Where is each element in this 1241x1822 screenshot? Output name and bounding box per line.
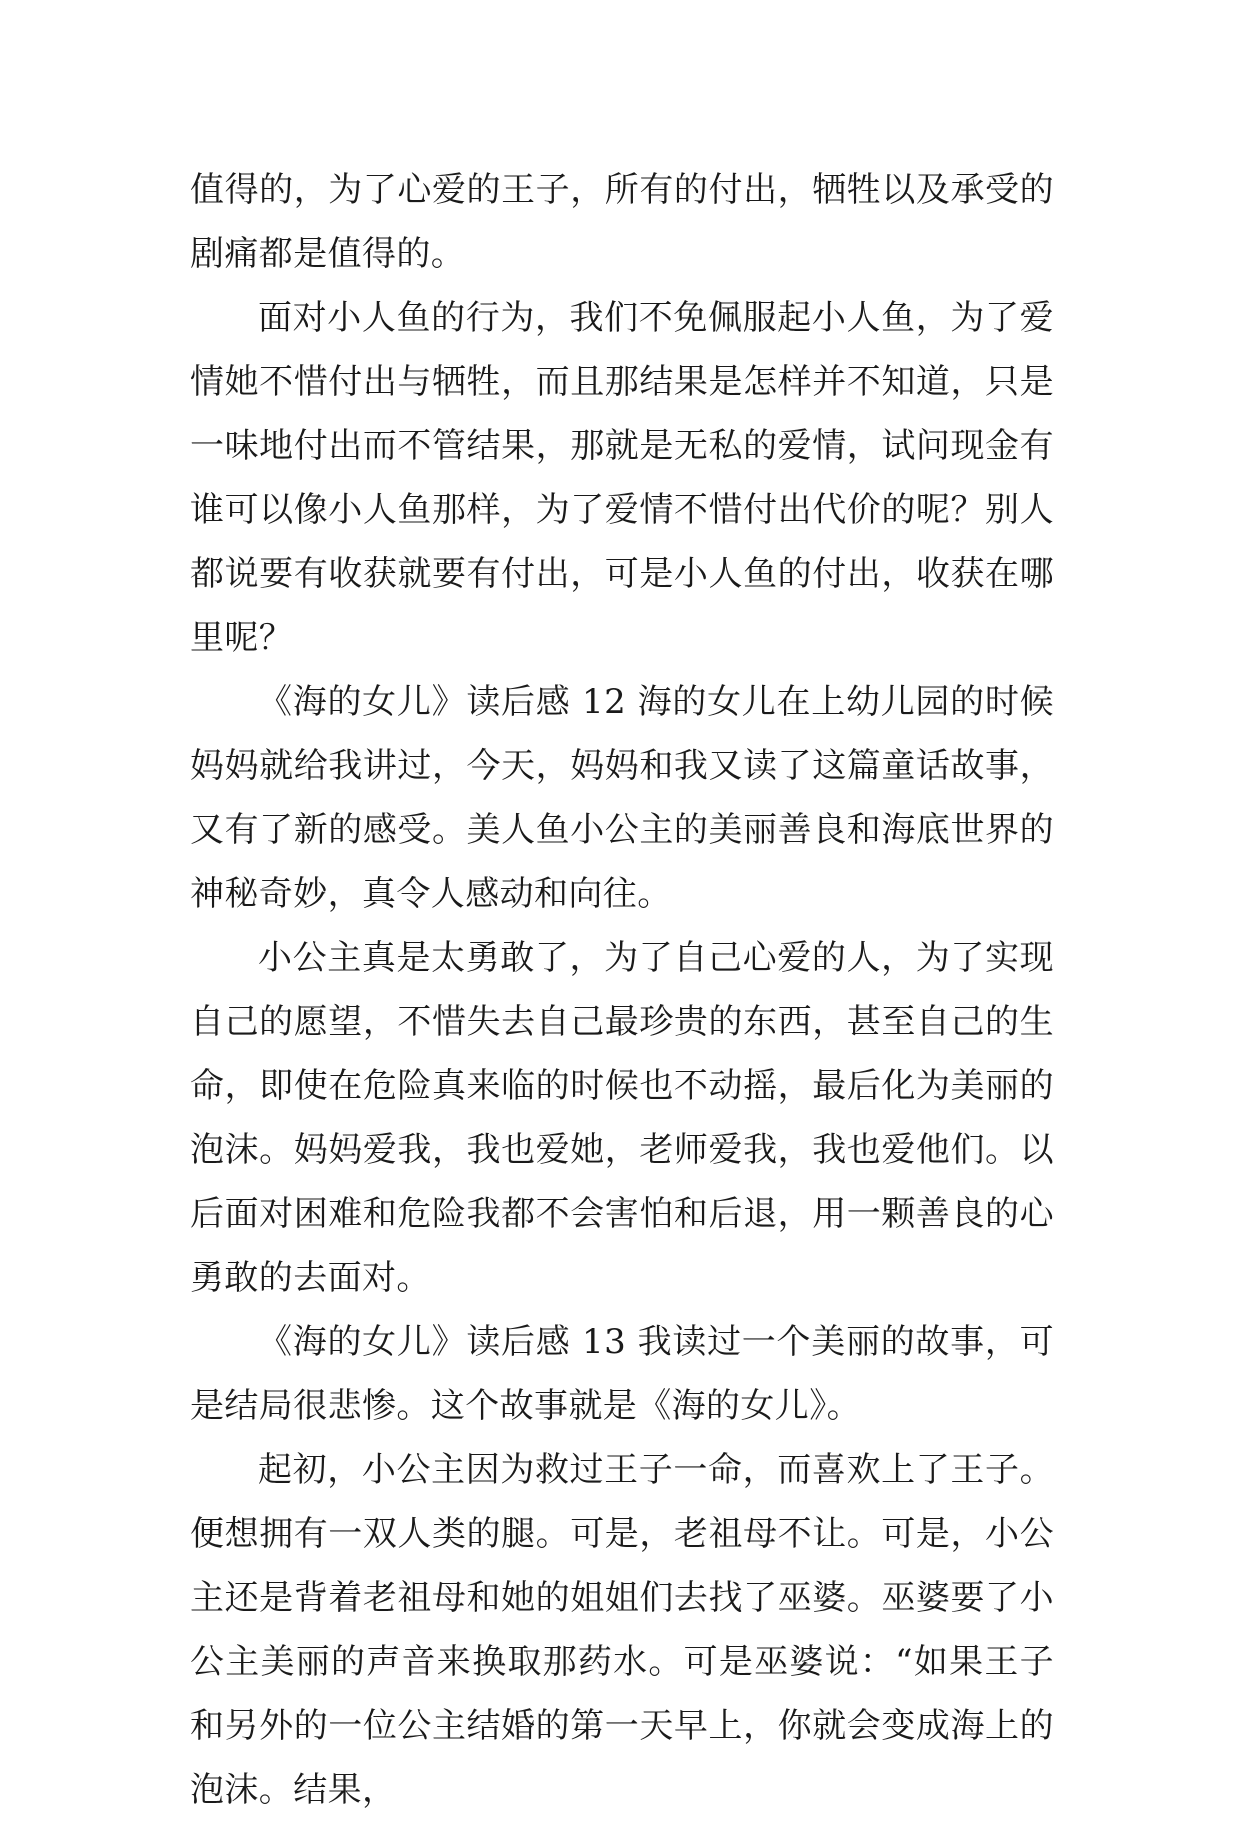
body-text	[190, 158, 1054, 1822]
paragraph-4: 小公主真是太勇敢了，为了自己心爱的人，为了实现自己的愿望，不惜失去自己最珍贵的东西，甚至自己的生命，即使在危险真来临的时候也不动摇，最后化为美丽的泡沫。妈妈爱我，我也爱她，老师爱我，我也爱他们。以后面对困难和危险我都不会害怕和后退，用一颗善良的心勇敢的去面对。	[190, 938, 1054, 1298]
paragraph-1: 值得的，为了心爱的王子，所有的付出，牺牲以及承受的剧痛都是值得的。	[190, 170, 1054, 274]
paragraph-2: 面对小人鱼的行为，我们不免佩服起小人鱼，为了爱情她不惜付出与牺牲，而且那结果是怎样并不知道，只是一味地付出而不管结果，那就是无私的爱情，试问现金有谁可以像小人鱼那样，为了爱情不惜付出代价的呢？别人都说要有收获就要有付出，可是小人鱼的付出，收获在哪里呢？	[190, 298, 1054, 658]
paragraph-3: 《海的女儿》读后感 12 海的女儿在上幼儿园的时候妈妈就给我讲过，今天，妈妈和我又读了这篇童话故事，又有了新的感受。美人鱼小公主的美丽善良和海底世界的神秘奇妙，真令人感动和向往。	[190, 682, 1054, 914]
paragraph-5: 《海的女儿》读后感 13 我读过一个美丽的故事，可是结局很悲惨。这个故事就是《海的女儿》。	[190, 1322, 1054, 1426]
paragraph-6: 起初，小公主因为救过王子一命，而喜欢上了王子。便想拥有一双人类的腿。可是，老祖母不让。可是，小公主还是背着老祖母和她的姐姐们去找了巫婆。巫婆要了小公主美丽的声音来换取那药水。可是巫婆说：“如果王子和另外的一位公主结婚的第一天早上，你就会变成海上的泡沫。结果，	[190, 1450, 1054, 1810]
